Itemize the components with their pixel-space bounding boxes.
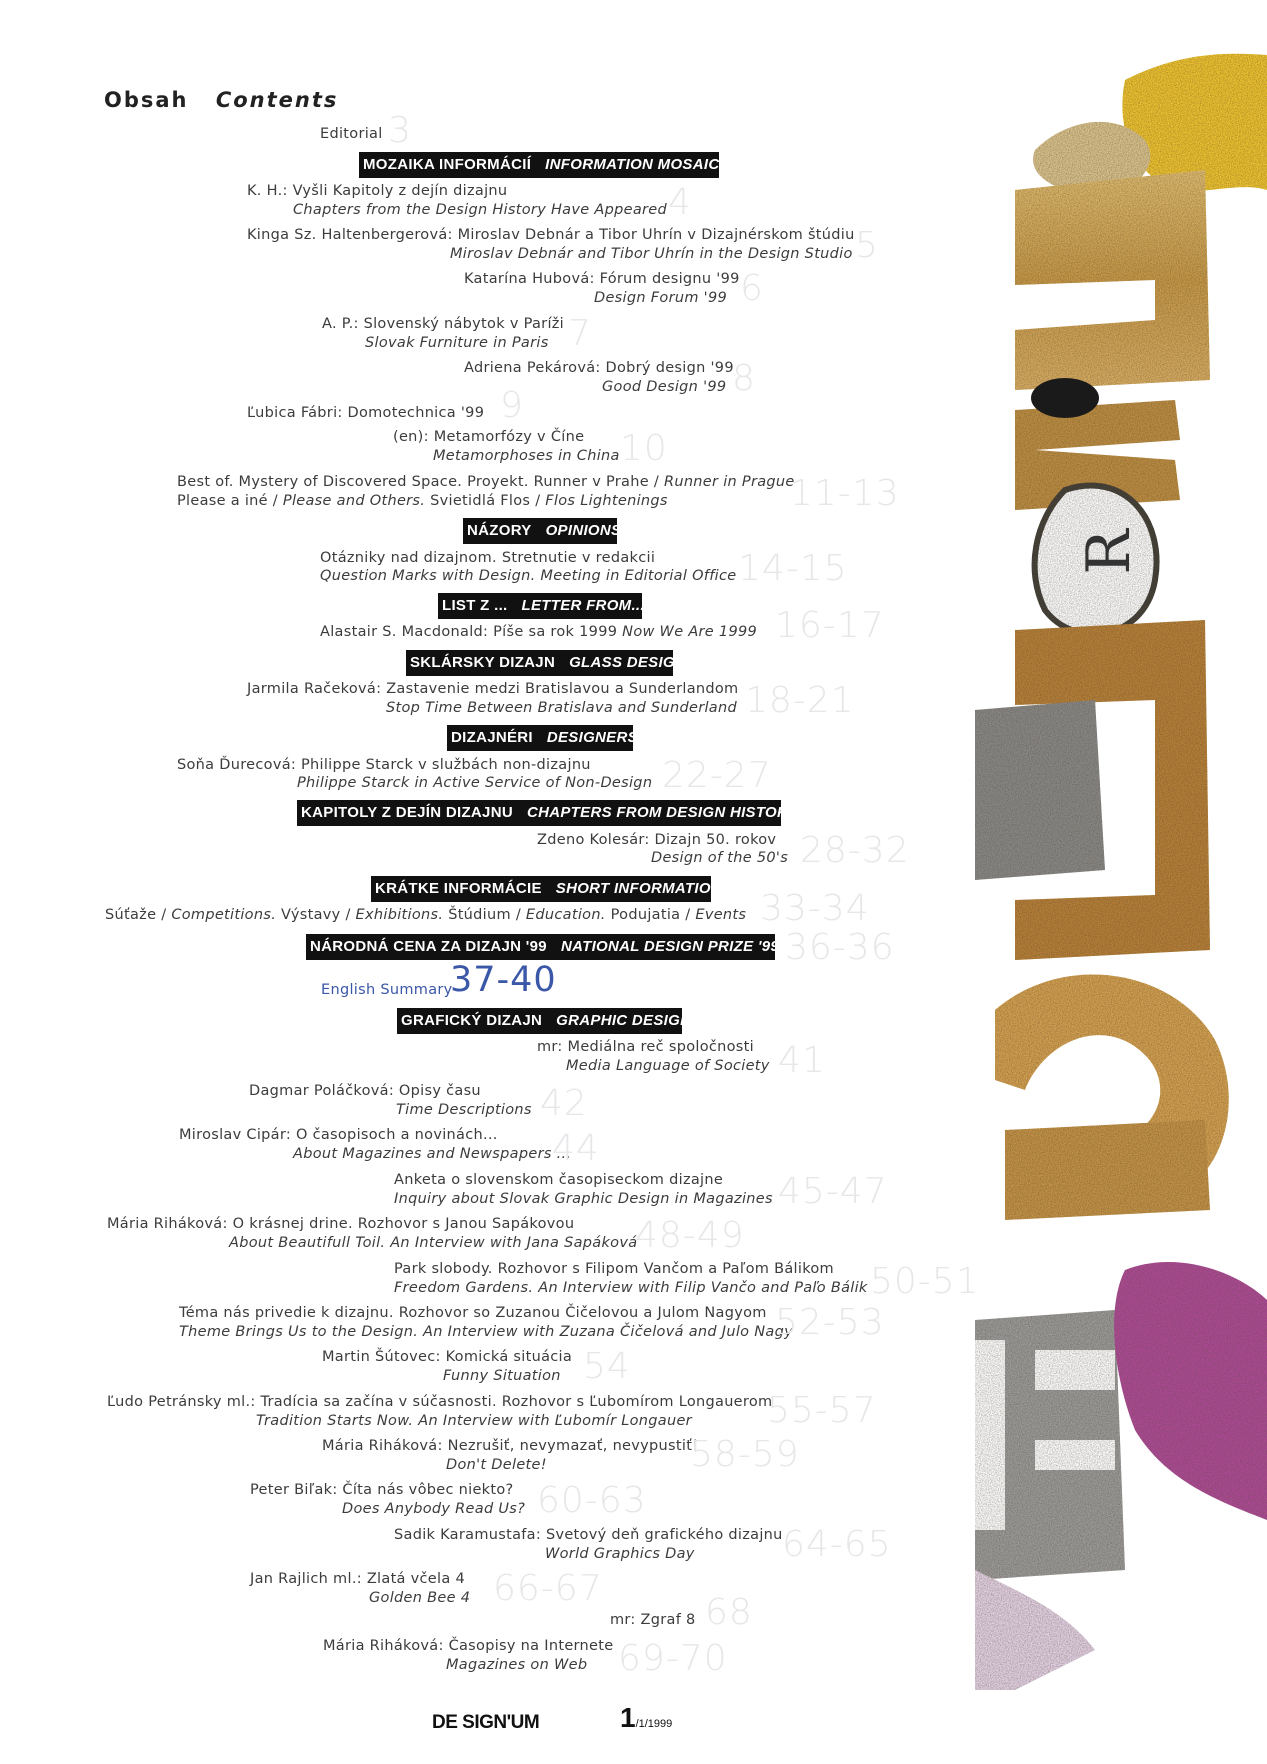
- entry-12-en: Design of the 50's: [651, 850, 789, 866]
- section-sk: NÁZORY: [467, 522, 532, 539]
- entry-4-en: Good Design '99: [602, 379, 727, 395]
- entry-22-sk: Téma nás privedie k dizajnu. Rozhovor so Zuzanou Čičelovou a Julom Nagyom: [179, 1305, 767, 1321]
- gold-letter-shapes: [995, 170, 1229, 1220]
- entry-30-sk: Mária Riháková: Časopisy na Internete: [323, 1638, 614, 1654]
- designum-artwork: [975, 50, 1267, 1690]
- entry-8-en: Question Marks with Design. Meeting in Editorial Office: [320, 568, 737, 584]
- entry-29-sk: mr: Zgraf 8: [610, 1612, 696, 1628]
- entry-6-page: 10: [620, 428, 668, 469]
- entry-29-page: 68: [705, 1592, 753, 1633]
- section-en: DESIGNERS: [546, 729, 638, 746]
- entry-7-sk2-it: Please and Others.: [282, 493, 426, 509]
- art-letters-hidden: [975, 50, 980, 51]
- entry-5-sk: Ľubica Fábri: Domotechnica '99: [247, 405, 485, 421]
- section-bar-letter: [438, 593, 645, 619]
- entry-26-page: 60-63: [537, 1480, 647, 1521]
- entry-9-page: 16-17: [775, 605, 885, 646]
- entry-18-en: About Magazines and Newspapers ...: [293, 1146, 572, 1162]
- entry-8-page: 14-15: [738, 548, 848, 589]
- entry-13-e: Štúdium /: [443, 907, 526, 923]
- english-summary-label: English Summary: [321, 982, 453, 998]
- entry-9-line: [320, 623, 757, 642]
- entry-1-sk: Kinga Sz. Haltenbergerová: Miroslav Debnár a Tibor Uhrín v Dizajnérskom štúdiu: [247, 227, 855, 243]
- section-bar-glass: [406, 650, 687, 676]
- entry-30-en: Magazines on Web: [446, 1657, 588, 1673]
- issue-number: 1: [620, 1702, 636, 1733]
- entry-28-sk: Jan Rajlich ml.: Zlatá včela 4: [250, 1571, 465, 1587]
- black-spot-shape: [1031, 378, 1099, 418]
- entry-10-sk: Jarmila Račeková: Zastavenie medzi Bratislavou a Sunderlandom: [247, 681, 739, 697]
- entry-6-sk: (en): Metamorfózy v Číne: [393, 429, 585, 445]
- section-sk: KAPITOLY Z DEJÍN DIZAJNU: [301, 804, 513, 821]
- entry-24-en: Tradition Starts Now. An Interview with Ľubomír Longauer: [256, 1413, 692, 1429]
- entry-10-en: Stop Time Between Bratislava and Sunderland: [386, 700, 737, 716]
- entry-27-en: World Graphics Day: [545, 1546, 695, 1562]
- entry-18-sk: Miroslav Cipár: O časopisoch a novinách...: [179, 1127, 498, 1143]
- entry-16-sk: mr: Mediálna reč spoločnosti: [537, 1039, 754, 1055]
- entry-3-en: Slovak Furniture in Paris: [365, 335, 549, 351]
- section-en: INFORMATION MOSAIC: [545, 156, 720, 173]
- entry-7-line1: [177, 473, 795, 492]
- section-sk: MOZAIKA INFORMÁCIÍ: [363, 156, 532, 173]
- entry-24-page: 55-57: [767, 1390, 877, 1431]
- entry-13-line: [105, 906, 746, 925]
- entry-1-en: Miroslav Debnár and Tibor Uhrín in the Design Studio: [450, 246, 853, 262]
- entry-28-en: Golden Bee 4: [369, 1590, 471, 1606]
- entry-21-en: Freedom Gardens. An Interview with Filip Vančo and Paľo Bálik: [394, 1280, 868, 1296]
- entry-0-page: 4: [668, 182, 692, 223]
- entry-12-page: 28-32: [800, 830, 910, 871]
- entry-16-en: Media Language of Society: [566, 1058, 770, 1074]
- entry-13-c: Výstavy /: [276, 907, 356, 923]
- entry-21-page: 50-51: [870, 1261, 980, 1302]
- section-sk: SKLÁRSKY DIZAJN: [410, 654, 556, 671]
- entry-27-page: 64-65: [782, 1524, 892, 1565]
- entry-17-en: Time Descriptions: [396, 1102, 532, 1118]
- entry-23-sk: Martin Šútovec: Komická situácia: [322, 1349, 573, 1365]
- entry-11-en: Philippe Starck in Active Service of Non-Design: [297, 775, 653, 791]
- section-sk: NÁRODNÁ CENA ZA DIZAJN '99: [310, 938, 547, 955]
- entry-13-page: 33-34: [760, 888, 870, 929]
- section-en: SHORT INFORMATION: [555, 880, 722, 897]
- entry-13-h: Events: [695, 907, 747, 923]
- section-bar-history: [297, 800, 799, 826]
- entry-11-sk: Soňa Ďurecová: Philippe Starck v službách non-dizajnu: [177, 757, 591, 773]
- entry-22-page: 52-53: [775, 1302, 885, 1343]
- entry-25-page: 58-59: [690, 1434, 800, 1475]
- entry-19-page: 45-47: [778, 1171, 888, 1212]
- registered-mark: R: [1074, 529, 1144, 575]
- entry-26-en: Does Anybody Read Us?: [342, 1501, 526, 1517]
- entry-13-f: Education.: [525, 907, 606, 923]
- entry-14-page: 36-36: [785, 927, 895, 968]
- yellow-flower-shape: [1033, 54, 1267, 196]
- entry-0-sk: K. H.: Vyšli Kapitoly z dejín dizajnu: [247, 183, 508, 199]
- entry-18-page: 44: [552, 1128, 600, 1169]
- entry-13-b: Competitions.: [171, 907, 277, 923]
- entry-5-page: 9: [500, 385, 524, 426]
- entry-3-sk: A. P.: Slovenský nábytok v Paríži: [322, 316, 565, 332]
- english-summary-page: 37-40: [450, 960, 557, 1000]
- entry-11-page: 22-27: [662, 755, 772, 796]
- heading-obsah: Obsah: [104, 88, 189, 112]
- entry-7-sk2-b: Svietidlá Flos /: [425, 493, 546, 509]
- entry-7-page: 11-13: [790, 473, 900, 514]
- section-bar-prize: [306, 934, 779, 960]
- entry-24-sk: Ľudo Petránsky ml.: Tradícia sa začína v súčasnosti. Rozhovor s Ľubomírom Longauerom: [107, 1394, 773, 1410]
- section-bar-short: [371, 876, 722, 902]
- footer-logo: DE SIGN'UM: [432, 1712, 540, 1733]
- entry-19-en: Inquiry about Slovak Graphic Design in Magazines: [394, 1191, 773, 1207]
- issue-date: /1/1999: [635, 1718, 673, 1730]
- section-bar-opinions: [463, 518, 622, 544]
- entry-25-en: Don't Delete!: [446, 1457, 547, 1473]
- entry-4-page: 8: [732, 358, 756, 399]
- entry-27-sk: Sadik Karamustafa: Svetový deň grafického dizajnu: [394, 1527, 783, 1543]
- contents-heading: [104, 88, 338, 112]
- entry-10-page: 18-21: [745, 680, 855, 721]
- entry-0-en: Chapters from the Design History Have Appeared: [293, 202, 667, 218]
- section-sk: KRÁTKE INFORMÁCIE: [375, 880, 542, 897]
- editorial-label: Editorial: [320, 126, 383, 142]
- entry-2-en: Design Forum '99: [594, 290, 728, 306]
- entry-23-en: Funny Situation: [443, 1368, 561, 1384]
- entry-20-page: 48-49: [635, 1215, 745, 1256]
- section-sk: DIZAJNÉRI: [451, 729, 533, 746]
- entry-28-page: 66-67: [493, 1568, 603, 1609]
- entry-7-sk2-it2: Flos Lightenings: [545, 493, 668, 509]
- section-bar-designers: [447, 725, 638, 751]
- section-en: CHAPTERS FROM DESIGN HISTORY: [526, 804, 799, 821]
- entry-20-en: About Beautifull Toil. An Interview with Jana Sapáková: [229, 1235, 638, 1251]
- section-sk: LIST Z ...: [442, 597, 508, 614]
- entry-7-line2: [177, 492, 668, 511]
- heading-contents: Contents: [215, 88, 339, 112]
- entry-16-page: 41: [778, 1040, 826, 1081]
- entry-7-sk-it: Runner in Prague: [663, 474, 795, 490]
- entry-13-g: Podujatia /: [605, 907, 696, 923]
- entry-21-sk: Park slobody. Rozhovor s Filipom Vančom a Paľom Bálikom: [394, 1261, 834, 1277]
- entry-13-d: Exhibitions.: [355, 907, 444, 923]
- section-bar-mosaic: [359, 152, 719, 178]
- entry-1-page: 5: [855, 225, 879, 266]
- entry-13-a: Súťaže /: [105, 907, 172, 923]
- entry-26-sk: Peter Biľak: Číta nás vôbec niekto?: [250, 1482, 514, 1498]
- section-sk: GRAFICKÝ DIZAJN: [401, 1012, 543, 1029]
- entry-9-en: Now We Are 1999: [622, 624, 758, 640]
- section-en: GLASS DESIGN: [569, 654, 687, 671]
- entry-20-sk: Mária Riháková: O krásnej drine. Rozhovor s Janou Sapákovou: [107, 1216, 575, 1232]
- entry-12-sk: Zdeno Kolesár: Dizajn 50. rokov: [537, 832, 777, 848]
- entry-7-sk: Best of. Mystery of Discovered Space. Proyekt. Runner v Prahe /: [177, 474, 664, 490]
- entry-9-sk: Alastair S. Macdonald: Píše sa rok 1999: [320, 624, 623, 640]
- footer-issue: [620, 1702, 672, 1734]
- entry-4-sk: Adriena Pekárová: Dobrý design '99: [464, 360, 734, 376]
- entry-3-page: 7: [568, 313, 592, 354]
- section-en: GRAPHIC DESIGN: [556, 1012, 692, 1029]
- entry-25-sk: Mária Riháková: Nezrušiť, nevymazať, nevypustiť!: [322, 1438, 699, 1454]
- entry-17-sk: Dagmar Poláčková: Opisy času: [249, 1083, 481, 1099]
- section-en: OPINIONS: [545, 522, 622, 539]
- entry-22-en: Theme Brings Us to the Design. An Interview with Zuzana Čičelová and Julo Nagy: [179, 1324, 793, 1340]
- entry-7-sk2: Please a iné /: [177, 493, 283, 509]
- section-bar-graphic: [397, 1008, 692, 1034]
- entry-19-sk: Anketa o slovenskom časopiseckom dizajne: [394, 1172, 724, 1188]
- entry-17-page: 42: [540, 1083, 588, 1124]
- entry-2-page: 6: [740, 268, 764, 309]
- entry-8-sk: Otázniky nad dizajnom. Stretnutie v redakcii: [320, 550, 656, 566]
- entry-23-page: 54: [583, 1346, 631, 1387]
- editorial-page: 3: [388, 110, 412, 151]
- section-en: LETTER FROM...: [521, 597, 645, 614]
- entry-30-page: 69-70: [618, 1638, 728, 1679]
- entry-6-en: Metamorphoses in China: [433, 448, 620, 464]
- entry-2-sk: Katarína Hubová: Fórum designu '99: [464, 271, 740, 287]
- section-en: NATIONAL DESIGN PRIZE '99: [560, 938, 779, 955]
